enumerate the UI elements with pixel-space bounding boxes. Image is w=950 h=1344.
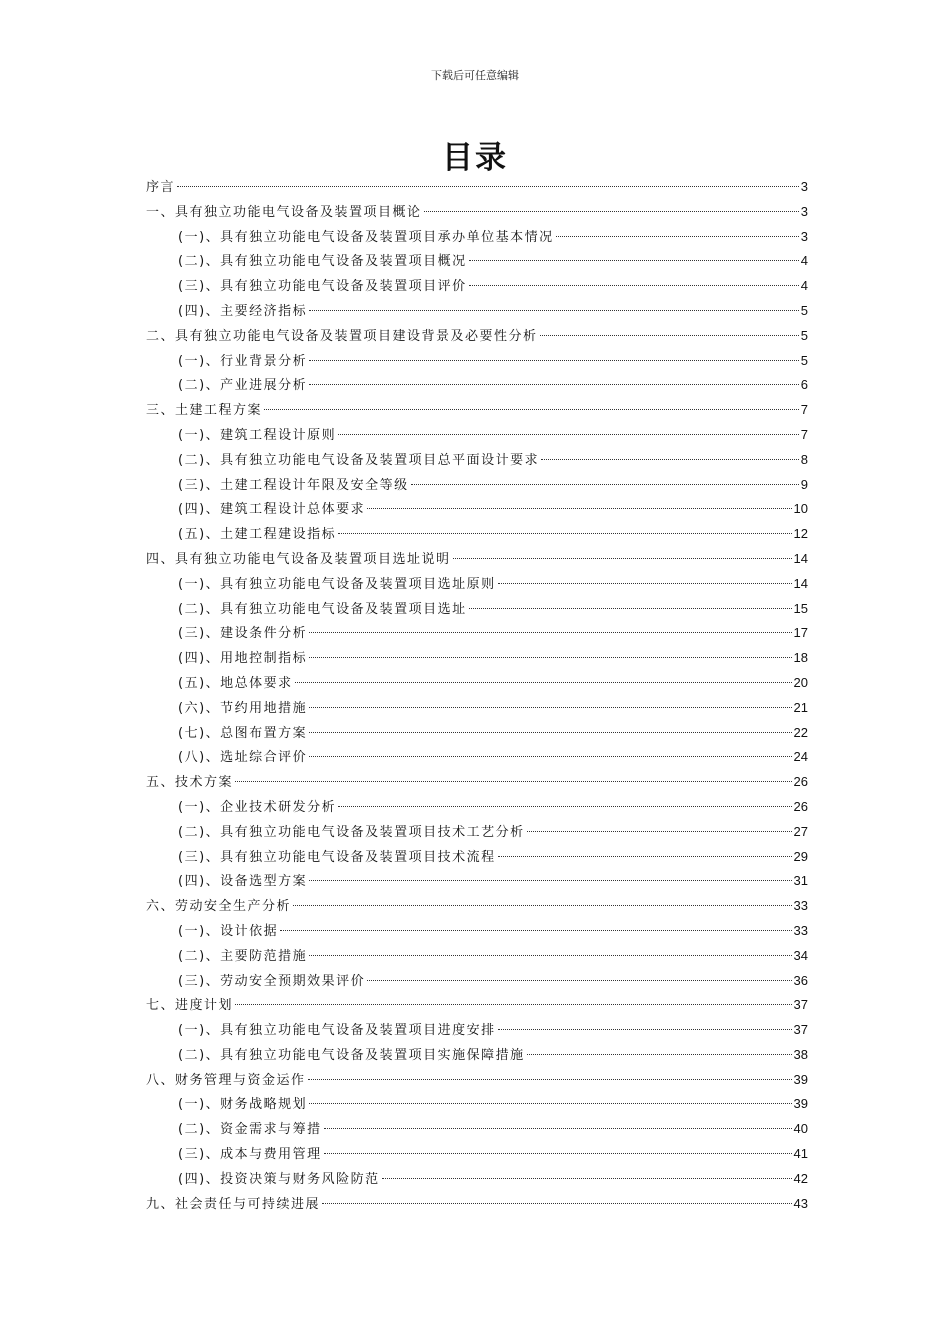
dot-leader (424, 211, 799, 212)
toc-entry-page: 37 (793, 997, 808, 1013)
dot-leader (309, 657, 791, 658)
toc-entry[interactable] (146, 1142, 808, 1167)
toc-entry[interactable] (146, 969, 808, 994)
dot-leader (411, 484, 799, 485)
dot-leader (498, 583, 792, 584)
toc-entry-page: 26 (793, 774, 808, 790)
toc-entry-label: (一)、企业技术研发分析 (178, 799, 337, 815)
toc-entry-page: 39 (793, 1096, 808, 1112)
toc-entry[interactable] (146, 621, 808, 646)
toc-entry-page: 14 (793, 575, 808, 591)
toc-entry-page: 3 (800, 203, 808, 219)
toc-entry[interactable] (146, 200, 808, 225)
toc-entry[interactable] (146, 373, 808, 398)
toc-entry[interactable] (146, 721, 808, 746)
dot-leader (295, 682, 792, 683)
toc-entry[interactable] (146, 274, 808, 299)
toc-entry[interactable] (146, 175, 808, 200)
toc-entry-page: 27 (793, 823, 808, 839)
toc-entry-label: (二)、具有独立功能电气设备及装置项目选址 (178, 601, 467, 617)
toc-entry-label: (四)、设备选型方案 (178, 874, 308, 890)
toc-entry-label: 七、进度计划 (146, 998, 234, 1014)
toc-entry[interactable] (146, 473, 808, 498)
toc-entry[interactable] (146, 1092, 808, 1117)
toc-entry[interactable] (146, 1167, 808, 1192)
toc-entry-page: 21 (793, 699, 808, 715)
toc-entry[interactable] (146, 249, 808, 274)
toc-entry[interactable] (146, 1192, 808, 1217)
toc-entry-page: 31 (793, 873, 808, 889)
toc-entry-page: 17 (793, 625, 808, 641)
toc-entry[interactable] (146, 448, 808, 473)
toc-entry-label: 二、具有独立功能电气设备及装置项目建设背景及必要性分析 (146, 328, 538, 344)
toc-entry-page: 4 (800, 278, 808, 294)
dot-leader (498, 1029, 792, 1030)
toc-entry-page: 38 (793, 1046, 808, 1062)
toc-entry[interactable] (146, 324, 808, 349)
dot-leader (309, 1103, 791, 1104)
dot-leader (235, 1004, 792, 1005)
toc-entry-label: (一)、建筑工程设计原则 (178, 427, 337, 443)
toc-title: 目录 (442, 140, 508, 176)
dot-leader (469, 608, 792, 609)
toc-entry-page: 8 (800, 451, 808, 467)
toc-entry-page: 42 (793, 1170, 808, 1186)
toc-entry[interactable] (146, 572, 808, 597)
toc-entry-label: (二)、具有独立功能电气设备及装置项目总平面设计要求 (178, 452, 540, 468)
toc-entry[interactable] (146, 944, 808, 969)
dot-leader (177, 186, 799, 187)
toc-entry-label: (一)、具有独立功能电气设备及装置项目承办单位基本情况 (178, 229, 554, 245)
toc-entry-label: (三)、具有独立功能电气设备及装置项目评价 (178, 279, 467, 295)
toc-entry-label: (二)、资金需求与筹措 (178, 1122, 322, 1138)
toc-entry-label: (一)、设计依据 (178, 923, 279, 939)
dot-leader (469, 285, 799, 286)
toc-entry[interactable] (146, 1117, 808, 1142)
toc-entry-page: 24 (793, 749, 808, 765)
toc-entry-page: 12 (793, 526, 808, 542)
toc-entry-page: 39 (793, 1071, 808, 1087)
toc-entry-page: 29 (793, 848, 808, 864)
toc-entry[interactable] (146, 671, 808, 696)
dot-leader (324, 1153, 792, 1154)
toc-entry-label: (五)、地总体要求 (178, 675, 293, 691)
dot-leader (308, 1079, 792, 1080)
toc-entry-page: 5 (800, 327, 808, 343)
toc-entry[interactable] (146, 869, 808, 894)
toc-entry-label: (一)、具有独立功能电气设备及装置项目选址原则 (178, 576, 496, 592)
toc-entry-label: 八、财务管理与资金运作 (146, 1072, 306, 1088)
toc-entry-label: (三)、建设条件分析 (178, 626, 308, 642)
toc-entry-page: 14 (793, 550, 808, 566)
toc-entry[interactable] (146, 993, 808, 1018)
toc-entry-page: 41 (793, 1146, 808, 1162)
toc-entry[interactable] (146, 820, 808, 845)
toc-entry[interactable] (146, 547, 808, 572)
dot-leader (541, 459, 799, 460)
dot-leader (309, 632, 791, 633)
toc-entry-page: 7 (800, 426, 808, 442)
header-note: 下载后可任意编辑 (431, 69, 519, 82)
dot-leader (498, 856, 792, 857)
dot-leader (540, 335, 799, 336)
dot-leader (367, 508, 791, 509)
dot-leader (280, 930, 791, 931)
toc-entry-label: 九、社会责任与可持续进展 (146, 1196, 321, 1212)
toc-entry-label: (三)、具有独立功能电气设备及装置项目技术流程 (178, 849, 496, 865)
dot-leader (309, 360, 799, 361)
toc-entry[interactable] (146, 795, 808, 820)
toc-entry-label: (一)、行业背景分析 (178, 353, 308, 369)
toc-entry-label: (七)、总图布置方案 (178, 725, 308, 741)
toc-entry[interactable] (146, 497, 808, 522)
toc-entry-label: 一、具有独立功能电气设备及装置项目概论 (146, 204, 422, 220)
dot-leader (309, 880, 791, 881)
toc-entry-page: 10 (793, 501, 808, 517)
toc-entry-label: 三、土建工程方案 (146, 403, 263, 419)
dot-leader (453, 558, 792, 559)
dot-leader (527, 831, 792, 832)
toc-entry-page: 37 (793, 1022, 808, 1038)
toc-entry-label: (二)、具有独立功能电气设备及装置项目技术工艺分析 (178, 824, 525, 840)
toc-entry-label: 五、技术方案 (146, 775, 234, 791)
toc-entry-label: (二)、具有独立功能电气设备及装置项目概况 (178, 254, 467, 270)
toc-entry-page: 40 (793, 1121, 808, 1137)
toc-entry[interactable] (146, 522, 808, 547)
dot-leader (324, 1128, 792, 1129)
dot-leader (309, 310, 799, 311)
toc-entry-label: (八)、选址综合评价 (178, 750, 308, 766)
toc-entry-label: (一)、财务战略规划 (178, 1097, 308, 1113)
toc-entry-label: (四)、建筑工程设计总体要求 (178, 502, 366, 518)
toc-entry-label: (三)、土建工程设计年限及安全等级 (178, 477, 409, 493)
toc-entry-page: 7 (800, 402, 808, 418)
toc-entry[interactable] (146, 770, 808, 795)
toc-entry[interactable] (146, 597, 808, 622)
toc-entry-page: 18 (793, 650, 808, 666)
toc-entry[interactable] (146, 1068, 808, 1093)
toc-entry-page: 4 (800, 253, 808, 269)
toc-entry[interactable] (146, 845, 808, 870)
dot-leader (382, 1178, 792, 1179)
dot-leader (309, 955, 791, 956)
dot-leader (322, 1203, 792, 1204)
dot-leader (293, 905, 792, 906)
dot-leader (338, 533, 791, 534)
toc-entry[interactable] (146, 398, 808, 423)
dot-leader (264, 409, 799, 410)
toc-entry[interactable] (146, 894, 808, 919)
toc-entry-page: 33 (793, 922, 808, 938)
dot-leader (309, 707, 791, 708)
table-of-contents (146, 175, 808, 1216)
toc-entry-label: (五)、土建工程建设指标 (178, 527, 337, 543)
toc-entry-page: 33 (793, 898, 808, 914)
toc-entry-label: (三)、劳动安全预期效果评价 (178, 973, 366, 989)
toc-entry-page: 15 (793, 600, 808, 616)
toc-entry-label: (四)、投资决策与财务风险防范 (178, 1171, 380, 1187)
dot-leader (309, 756, 791, 757)
toc-entry[interactable] (146, 1043, 808, 1068)
toc-entry-page: 5 (800, 352, 808, 368)
toc-entry-label: 六、劳动安全生产分析 (146, 899, 292, 915)
toc-entry-page: 34 (793, 947, 808, 963)
toc-entry[interactable] (146, 646, 808, 671)
toc-entry-label: (四)、主要经济指标 (178, 303, 308, 319)
toc-entry[interactable] (146, 696, 808, 721)
dot-leader (367, 980, 791, 981)
dot-leader (556, 236, 799, 237)
toc-entry-label: (三)、成本与费用管理 (178, 1147, 322, 1163)
toc-entry[interactable] (146, 225, 808, 250)
toc-entry-page: 3 (800, 228, 808, 244)
toc-entry-page: 5 (800, 302, 808, 318)
dot-leader (309, 732, 791, 733)
toc-entry-label: (二)、具有独立功能电气设备及装置项目实施保障措施 (178, 1047, 525, 1063)
toc-entry-page: 6 (800, 377, 808, 393)
toc-entry-page: 22 (793, 724, 808, 740)
toc-entry[interactable] (146, 423, 808, 448)
dot-leader (309, 384, 799, 385)
toc-entry-label: (二)、主要防范措施 (178, 948, 308, 964)
toc-entry[interactable] (146, 349, 808, 374)
toc-entry[interactable] (146, 299, 808, 324)
toc-entry-label: 四、具有独立功能电气设备及装置项目选址说明 (146, 551, 451, 567)
dot-leader (338, 806, 791, 807)
toc-entry-label: 序言 (146, 180, 176, 195)
toc-entry-label: (六)、节约用地措施 (178, 700, 308, 716)
toc-entry-page: 43 (793, 1195, 808, 1211)
dot-leader (235, 781, 792, 782)
toc-entry[interactable] (146, 1018, 808, 1043)
toc-entry[interactable] (146, 745, 808, 770)
toc-entry[interactable] (146, 919, 808, 944)
toc-entry-label: (一)、具有独立功能电气设备及装置项目进度安排 (178, 1023, 496, 1039)
dot-leader (527, 1054, 792, 1055)
toc-entry-page: 36 (793, 972, 808, 988)
toc-entry-page: 26 (793, 798, 808, 814)
toc-entry-page: 3 (800, 179, 808, 194)
toc-entry-page: 9 (800, 476, 808, 492)
toc-entry-label: (二)、产业进展分析 (178, 378, 308, 394)
dot-leader (469, 260, 799, 261)
toc-entry-label: (四)、用地控制指标 (178, 651, 308, 667)
toc-entry-page: 20 (793, 674, 808, 690)
dot-leader (338, 434, 799, 435)
